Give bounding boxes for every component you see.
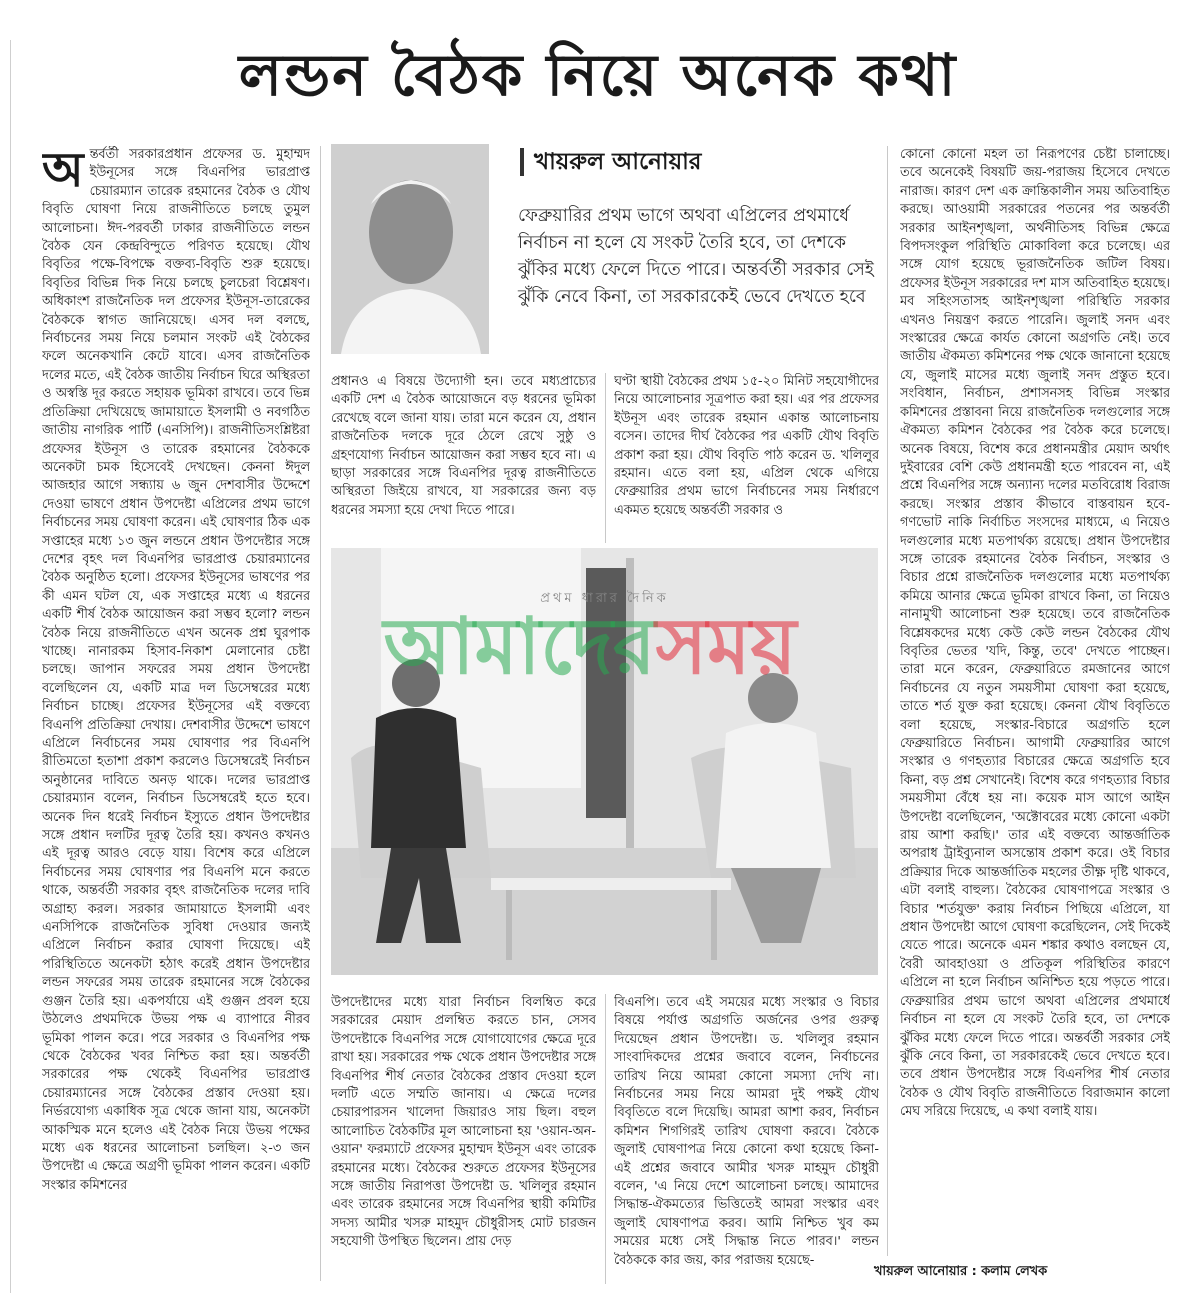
pull-quote: ফেব্রুয়ারির প্রথম ভাগে অথবা এপ্রিলের প্রথমার্ধে নির্বাচন না হলে যে সংকট তৈরি হবে, তা দেশকে ঝুঁকির মধ্যে ফেলে দিতে পারে। অন্তর্বর্তী সরকার সেই ঝুঁকি নেবে কিনা, তা সরকারকেই ভেবে দেখতে হবে	[518, 206, 874, 307]
column-divider	[320, 146, 321, 1281]
column-divider	[605, 373, 606, 543]
article-column-3-top	[614, 373, 879, 543]
author-portrait	[331, 144, 489, 354]
article-text-col2: প্রধানও এ বিষয়ে উদ্যোগী হন। তবে মধ্যপ্রাচ্যের একটি দেশ এ বৈঠক আয়োজনে বড় ধরনের ভূমিকা রেখেছে বলে জানা যায়। তারা মনে করেন যে, প্রধান রাজনৈতিক দলকে দূরে ঠেলে রেখে সুষ্ঠু ও গ্রহণযোগ্য নির্বাচন আয়োজন করা সম্ভব হবে না। এ ছাড়া সরকারের সঙ্গে বিএনপির দূরত্ব রাজনীতিতে অস্থিরতা জিইয়ে রাখবে, যা সরকারের জন্য বড় ধরনের সমস্যা হয়ে দেখা দিতে পারে।	[331, 374, 596, 518]
article-text-col2b: উপদেষ্টাদের মধ্যে যারা নির্বাচন বিলম্বিত করে সরকারের মেয়াদ প্রলম্বিত করতে চান, সেসব উপদেষ্টাকে বিএনপির সঙ্গে যোগাযোগের ক্ষেত্রে দূরে রাখা হয়। সরকারের পক্ষ থেকে প্রধান উপদেষ্টার সঙ্গে বিএনপির শীর্ষ নেতার বৈঠকের প্রস্তাব দেওয়া হলে দলটি এতে সম্মতি জানায়। এ ক্ষেত্রে দলের চেয়ারপারসন খালেদা জিয়ারও সায় ছিল। বহুল আলোচিত বৈঠকটির মূল আলোচনা হয় 'ওয়ান-অন-ওয়ান' ফরম্যাটে প্রফেসর মুহাম্মদ ইউনূস এবং তারেক রহমানের মধ্যে। বৈঠকের শুরুতে প্রফেসর ইউনূসের সঙ্গে জাতীয় নিরাপত্তা উপদেষ্টা ড. খলিলুর রহমান এবং তারেক রহমানের সঙ্গে বিএনপির স্থায়ী কমিটির সদস্য আমীর খসরু মাহমুদ চৌধুরীসহ মোট চারজন সহযোগী উপস্থিত ছিলেন। প্রায় দেড়	[331, 995, 596, 1250]
drop-cap: অ	[42, 146, 84, 198]
article-column-2-top	[331, 373, 596, 543]
author-byline: খায়রুল আনোয়ার	[520, 148, 701, 176]
article-column-4	[900, 146, 1170, 1251]
watermark-tagline: প্রথম ধারার দৈনিক	[540, 591, 669, 606]
article-column-2-bottom	[331, 994, 596, 1286]
watermark-logo-part2: সময়	[655, 602, 797, 692]
watermark-logo	[280, 592, 900, 702]
article-text-col3: ঘণ্টা স্থায়ী বৈঠকের প্রথম ১৫-২০ মিনিট সহযোগীদের নিয়ে আলোচনার সূত্রপাত করা হয়। এর পর প্রফেসর ইউনূস এবং তারেক রহমান একান্ত আলোচনায় বসেন। তাদের দীর্ঘ বৈঠকের পর একটি যৌথ বিবৃতি প্রকাশ করা হয়। যৌথ বিবৃতি পাঠ করেন ড. খলিলুর রহমান। এতে বলা হয়, এপ্রিল থেকে এগিয়ে ফেব্রুয়ারির প্রথম ভাগে নির্বাচনের সময় নির্ধারণে একমত হয়েছে অন্তর্বর্তী সরকার ও	[614, 374, 879, 518]
article-text-col3b: বিএনপি। তবে এই সময়ের মধ্যে সংস্কার ও বিচার বিষয়ে পর্যাপ্ত অগ্রগতি অর্জনের ওপর গুরুত্ব দিয়েছেন প্রধান উপদেষ্টা। ড. খলিলুর রহমান সাংবাদিকদের প্রশ্নের জবাবে বলেন, নির্বাচনের তারিখ নিয়ে আমরা কোনো সমস্যা দেখি না। নির্বাচনের সময় নিয়ে আমরা দুই পক্ষই যৌথ বিবৃতিতে বলে দিয়েছি। আমরা আশা করব, নির্বাচন কমিশন শিগগিরই তারিখ ঘোষণা করবে। বৈঠকে জুলাই ঘোষণাপত্র নিয়ে কোনো কথা হয়েছে কিনা- এই প্রশ্নের জবাবে আমীর খসরু মাহমুদ চৌধুরী বলেন, 'এ নিয়ে দেশে আলোচনা চলছে। আমাদের সিদ্ধান্ত-ঐকমত্যের ভিত্তিতেই আমরা সংস্কার এবং জুলাই ঘোষণাপত্র করব। আমি নিশ্চিত খুব কম সময়ের মধ্যে সেই সিদ্ধান্ত নিতে পারব।' লন্ডন বৈঠককে কার জয়, কার পরাজয় হয়েছে-	[614, 995, 879, 1268]
article-text-col1: ন্তর্বর্তী সরকারপ্রধান প্রফেসর ড. মুহাম্মদ ইউনূসের সঙ্গে বিএনপির ভারপ্রাপ্ত চেয়ারম্যান তারেক রহমানের বৈঠক ও যৌথ বিবৃতি ঘোষণা নিয়ে রাজনীতিতে চলছে তুমুল আলোচনা। ঈদ-পরবর্তী ঢাকার রাজনীতিতে লন্ডন বৈঠক যেন কেন্দ্রবিন্দুতে পরিণত হয়েছে। যৌথ বিবৃতির পক্ষে-বিপক্ষে বক্তব্য-বিবৃতি শুরু হয়েছে। বিবৃতির বিভিন্ন দিক নিয়ে চলছে চুলচেরা বিশ্লেষণ। অধিকাংশ রাজনৈতিক দল প্রফেসর ইউনূস-তারেকের বৈঠককে স্বাগত জানিয়েছে। এসব দল বলছে, নির্বাচনের সময় নিয়ে চলমান সংকট এই বৈঠকের ফলে অনেকখানি কেটে যাবে। এসব রাজনৈতিক দলের মতে, এই বৈঠক জাতীয় নির্বাচন ঘিরে অস্থিরতা ও অস্বস্তি দূর করতে সহায়ক ভূমিকা রাখবে। তবে ভিন্ন প্রতিক্রিয়া দেখিয়েছে জামায়াতে ইসলামী ও নবগঠিত জাতীয় নাগরিক পার্টি (এনসিপি)। রাজনীতিসংশ্লিষ্টরা প্রফেসর ইউনূস ও তারেক রহমানের বৈঠককে অনেকটা চমক হিসেবেই দেখছেন। কেননা ঈদুল আজহার আগে সন্ধ্যায় ৬ জুন দেশবাসীর উদ্দেশে দেওয়া ভাষণে প্রধান উপদেষ্টা এপ্রিলের প্রথম ভাগে নির্বাচনের সময় ঘোষণা করেন। এই ঘোষণার ঠিক এক সপ্তাহের মধ্যে ১৩ জুন লন্ডনে প্রধান উপদেষ্টার সঙ্গে দেশের বৃহৎ দল বিএনপির ভারপ্রাপ্ত চেয়ারম্যানের বৈঠক অনুষ্ঠিত হলো। প্রফেসর ইউনূসের ভাষণের পর কী এমন ঘটল যে, এক সপ্তাহের মধ্যে এ ধরনের একটি শীর্ষ বৈঠক আয়োজন করা সম্ভব হলো? লন্ডন বৈঠক নিয়ে রাজনীতিতে এখন অনেক প্রশ্ন ঘুরপাক খাচ্ছে। নানারকম হিসাব-নিকাশ মেলানোর চেষ্টা চলছে। জাপান সফরের সময় প্রধান উপদেষ্টা বলেছিলেন যে, একটি মাত্র দল ডিসেম্বরের মধ্যে নির্বাচন চাচ্ছে। প্রফেসর ইউনূসের এই বক্তব্যে বিএনপি প্রতিক্রিয়া দেখায়। দেশবাসীর উদ্দেশে ভাষণে এপ্রিলে নির্বাচনের সময় ঘোষণার পর বিএনপি রীতিমতো হতাশা প্রকাশ করলেও ডিসেম্বরেই নির্বাচন অনুষ্ঠানের দাবিতে অনড় থাকে। দলের ভারপ্রাপ্ত চেয়ারম্যান বলেন, নির্বাচন ডিসেম্বরেই হতে হবে। অনেক দিন ধরেই নির্বাচন ইস্যুতে প্রধান উপদেষ্টার সঙ্গে প্রধান দলটির দূরত্ব তৈরি হয়। কখনও কখনও এই দূরত্ব আরও বেড়ে যায়। বিশেষ করে এপ্রিলে নির্বাচনের সময় ঘোষণার পর বিএনপি মনে করতে থাকে, অন্তর্বর্তী সরকার বৃহৎ রাজনৈতিক দলের দাবি অগ্রাহ্য করল। সরকার জামায়াতে ইসলামী এবং এনসিপিকে রাজনৈতিক সুবিধা দেওয়ার জন্যই এপ্রিলে নির্বাচন করার ঘোষণা দিয়েছে। এই পরিস্থিতিতে অনেকটা হঠাৎ করেই প্রধান উপদেষ্টার লন্ডন সফরের সময় তারেক রহমানের সঙ্গে বৈঠকের গুঞ্জন তৈরি হয়। একপর্যায়ে এই গুঞ্জন প্রবল হয়ে উঠলেও প্রথমদিকে উভয় পক্ষ এ ব্যাপারে নীরব ভূমিকা পালন করে। পরে সরকার ও বিএনপির পক্ষ থেকে বৈঠকের খবর নিশ্চিত করা হয়। অন্তর্বর্তী সরকারের পক্ষ থেকেই বিএনপির ভারপ্রাপ্ত চেয়ারম্যানের সঙ্গে বৈঠকের প্রস্তাব দেওয়া হয়। নির্ভরযোগ্য একাধিক সূত্র থেকে জানা যায়, অনেকটা আকস্মিক মনে হলেও এই বৈঠক নিয়ে উভয় পক্ষের মধ্যে এক ধরনের আলোচনা চলছিল। ২-৩ জন উপদেষ্টা এ ক্ষেত্রে অগ্রণী ভূমিকা পালন করেন। একটি সংস্কার কমিশনের	[42, 147, 310, 1193]
column-divider	[605, 994, 606, 1284]
article-column-1	[42, 146, 310, 1286]
page-title: লন্ডন বৈঠক নিয়ে অনেক কথা	[238, 41, 958, 109]
page-left-border	[0, 40, 11, 1293]
article-text-col4: কোনো কোনো মহল তা নিরূপণের চেষ্টা চালাচ্ছে। তবে অনেকেই বিষয়টি জয়-পরাজয় হিসেবে দেখতে নারাজ। কারণ দেশ এক ক্রান্তিকালীন সময় অতিবাহিত করছে। আওয়ামী সরকারের পতনের পর অন্তর্বর্তী সরকার আইনশৃঙ্খলা, অর্থনীতিসহ বিভিন্ন ক্ষেত্রে বিপদসংকুল পরিস্থিতি মোকাবিলা করে চলেছে। এর সঙ্গে যোগ হয়েছে ভূরাজনৈতিক জটিল বিষয়। প্রফেসর ইউনূস সরকারের দশ মাস অতিবাহিত হয়েছে। মব সহিংসতাসহ আইনশৃঙ্খলা পরিস্থিতি সরকার এখনও নিয়ন্ত্রণ করতে পারেনি। জুলাই সনদ এবং সংস্কারের ক্ষেত্রে কার্যত কোনো অগ্রগতি নেই। তবে জাতীয় ঐকমত্য কমিশনের পক্ষ থেকে জানানো হয়েছে যে, জুলাই মাসের মধ্যে জুলাই সনদ প্রস্তুত হবে। সংবিধান, নির্বাচন, প্রশাসনসহ বিভিন্ন সংস্কার কমিশনের প্রস্তাবনা নিয়ে রাজনৈতিক দলগুলোর সঙ্গে ঐকমত্য কমিশন বৈঠকের পর বৈঠক করে চলেছে। অনেক বিষয়ে, বিশেষ করে প্রধানমন্ত্রীর মেয়াদ অর্থাৎ দুইবারের বেশি কেউ প্রধানমন্ত্রী হতে পারবেন না, এই প্রশ্নে বিএনপির সঙ্গে অন্যান্য দলের মতবিরোধ বিরাজ করছে। সংস্কার প্রস্তাব কীভাবে বাস্তবায়ন হবে- গণভোট নাকি নির্বাচিত সংসদের মাধ্যমে, এ নিয়েও দলগুলোর মধ্যে মতপার্থক্য রয়েছে। প্রধান উপদেষ্টার সঙ্গে তারেক রহমানের বৈঠক নির্বাচন, সংস্কার ও বিচার প্রশ্নে রাজনৈতিক দলগুলোর মধ্যে মতপার্থক্য কমিয়ে আনার ক্ষেত্রে ভূমিকা রাখবে কিনা, তা নিয়েও নানামুখী আলোচনা শুরু হয়েছে। তবে রাজনৈতিক বিশ্লেষকদের মধ্যে কেউ কেউ লন্ডন বৈঠকের যৌথ বিবৃতির ভেতর 'যদি, কিন্তু, তবে' দেখতে পাচ্ছেন। তারা মনে করেন, ফেব্রুয়ারিতে রমজানের আগে নির্বাচনের যে নতুন সময়সীমা ঘোষণা করা হয়েছে, তাতে শর্ত যুক্ত করা হয়েছে। কেননা যৌথ বিবৃতিতে বলা হয়েছে, সংস্কার-বিচারে অগ্রগতি হলে ফেব্রুয়ারিতে নির্বাচন। আগামী ফেব্রুয়ারির আগে সংস্কার ও গণহত্যার বিচারের ক্ষেত্রে অগ্রগতি হবে কিনা, বড় প্রশ্ন সেখানেই। বিশেষ করে গণহত্যার বিচার সময়সীমা বেঁধে হয় না। কয়েক মাস আগে আইন উপদেষ্টা বলেছিলেন, 'অক্টোবরের মধ্যে কোনো একটা রায় আশা করছি।' তার এই বক্তব্যে আন্তর্জাতিক অপরাধ ট্রাইব্যুনাল অসন্তোষ প্রকাশ করে। ওই বিচার প্রক্রিয়ার দিকে আন্তর্জাতিক মহলের তীক্ষ্ণ দৃষ্টি থাকবে, এটা বলাই বাহুল্য। বৈঠকের ঘোষণাপত্রে সংস্কার ও বিচার 'শর্তযুক্ত' করায় নির্বাচন পিছিয়ে এপ্রিলে, যা প্রধান উপদেষ্টা আগে ঘোষণা করেছিলেন, সেই দিকেই যেতে পারে। অনেকে এমন শঙ্কার কথাও বলছেন যে, বৈরী আবহাওয়া ও প্রতিকূল পরিস্থিতির কারণে এপ্রিলে না হলে নির্বাচন অনিশ্চিত হয়ে পড়তে পারে। ফেব্রুয়ারির প্রথম ভাগে অথবা এপ্রিলের প্রথমার্ধে নির্বাচন না হলে যে সংকট তৈরি হবে, তা দেশকে ঝুঁকির মধ্যে ফেলে দিতে পারে। অন্তর্বর্তী সরকার সেই ঝুঁকি নেবে কিনা, তা সরকারকেই ভেবে দেখতে হবে। তবে প্রধান উপদেষ্টার সঙ্গে বিএনপির শীর্ষ নেতার বৈঠক ও যৌথ বিবৃতি রাজনীতিতে বিরাজমান কালো মেঘ সরিয়ে দিয়েছে, এ কথা বলাই যায়।	[900, 147, 1170, 1120]
watermark-logo-part1: আমাদের	[383, 602, 656, 692]
article-column-3-bottom	[614, 994, 879, 1286]
author-note: খায়রুল আনোয়ার : কলাম লেখক	[874, 1264, 1048, 1279]
